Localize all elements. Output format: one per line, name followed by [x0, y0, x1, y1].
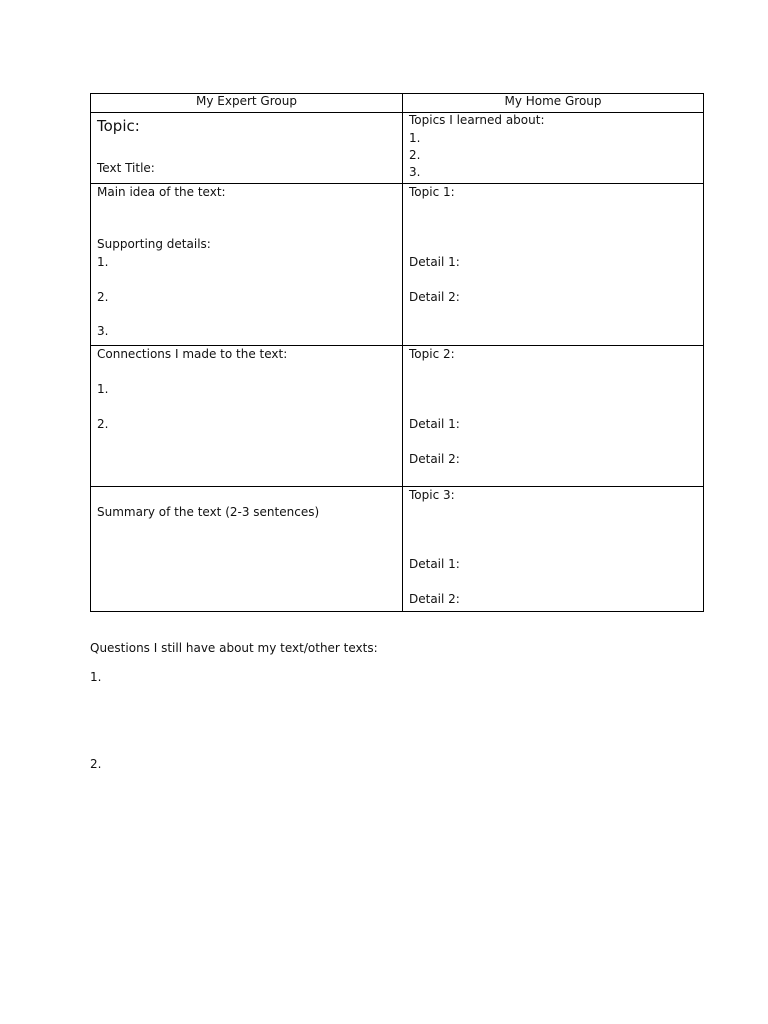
topic-1-cell: [403, 184, 704, 346]
topic-2-cell: [403, 346, 704, 487]
list-item: 1.: [90, 670, 102, 684]
text-title-label: Text Title:: [97, 161, 155, 175]
summary-label: Summary of the text (2-3 sentences): [97, 505, 320, 519]
topic-3-cell: [403, 487, 704, 612]
table-row: [91, 487, 704, 612]
expert-home-group-table: [90, 93, 704, 612]
main-idea-cell: [91, 184, 403, 346]
connections-label: Connections I made to the text:: [97, 347, 288, 361]
questions-heading: Questions I still have about my text/other texts:: [90, 641, 378, 655]
list-item: 1.: [409, 131, 421, 145]
detail-1-label: Detail 1:: [409, 255, 460, 269]
detail-1-label: Detail 1:: [409, 417, 460, 431]
list-item: 2.: [97, 290, 109, 304]
supporting-details-label: Supporting details:: [97, 237, 211, 251]
topic-cell: [91, 113, 403, 184]
topics-learned-heading: Topics I learned about:: [409, 113, 545, 127]
topic-3-label: Topic 3:: [409, 488, 455, 502]
topic-1-label: Topic 1:: [409, 185, 455, 199]
connections-cell: [91, 346, 403, 487]
header-expert-group: My Expert Group: [91, 94, 403, 113]
list-item: 3.: [409, 165, 421, 179]
detail-2-label: Detail 2:: [409, 452, 460, 466]
table-row: [91, 346, 704, 487]
detail-1-label: Detail 1:: [409, 557, 460, 571]
list-item: 2.: [90, 757, 102, 771]
list-item: 3.: [97, 324, 109, 338]
main-idea-label: Main idea of the text:: [97, 185, 226, 199]
list-item: 1.: [97, 255, 109, 269]
summary-cell: [91, 487, 403, 612]
list-item: 2.: [409, 148, 421, 162]
topic-label: Topic:: [97, 117, 140, 135]
detail-2-label: Detail 2:: [409, 290, 460, 304]
list-item: 2.: [97, 417, 109, 431]
table-row: [91, 184, 704, 346]
topic-2-label: Topic 2:: [409, 347, 455, 361]
list-item: 1.: [97, 382, 109, 396]
table-row: [91, 113, 704, 184]
header-row: [91, 94, 704, 113]
detail-2-label: Detail 2:: [409, 592, 460, 606]
header-home-group: My Home Group: [403, 94, 704, 113]
topics-learned-cell: [403, 113, 704, 184]
